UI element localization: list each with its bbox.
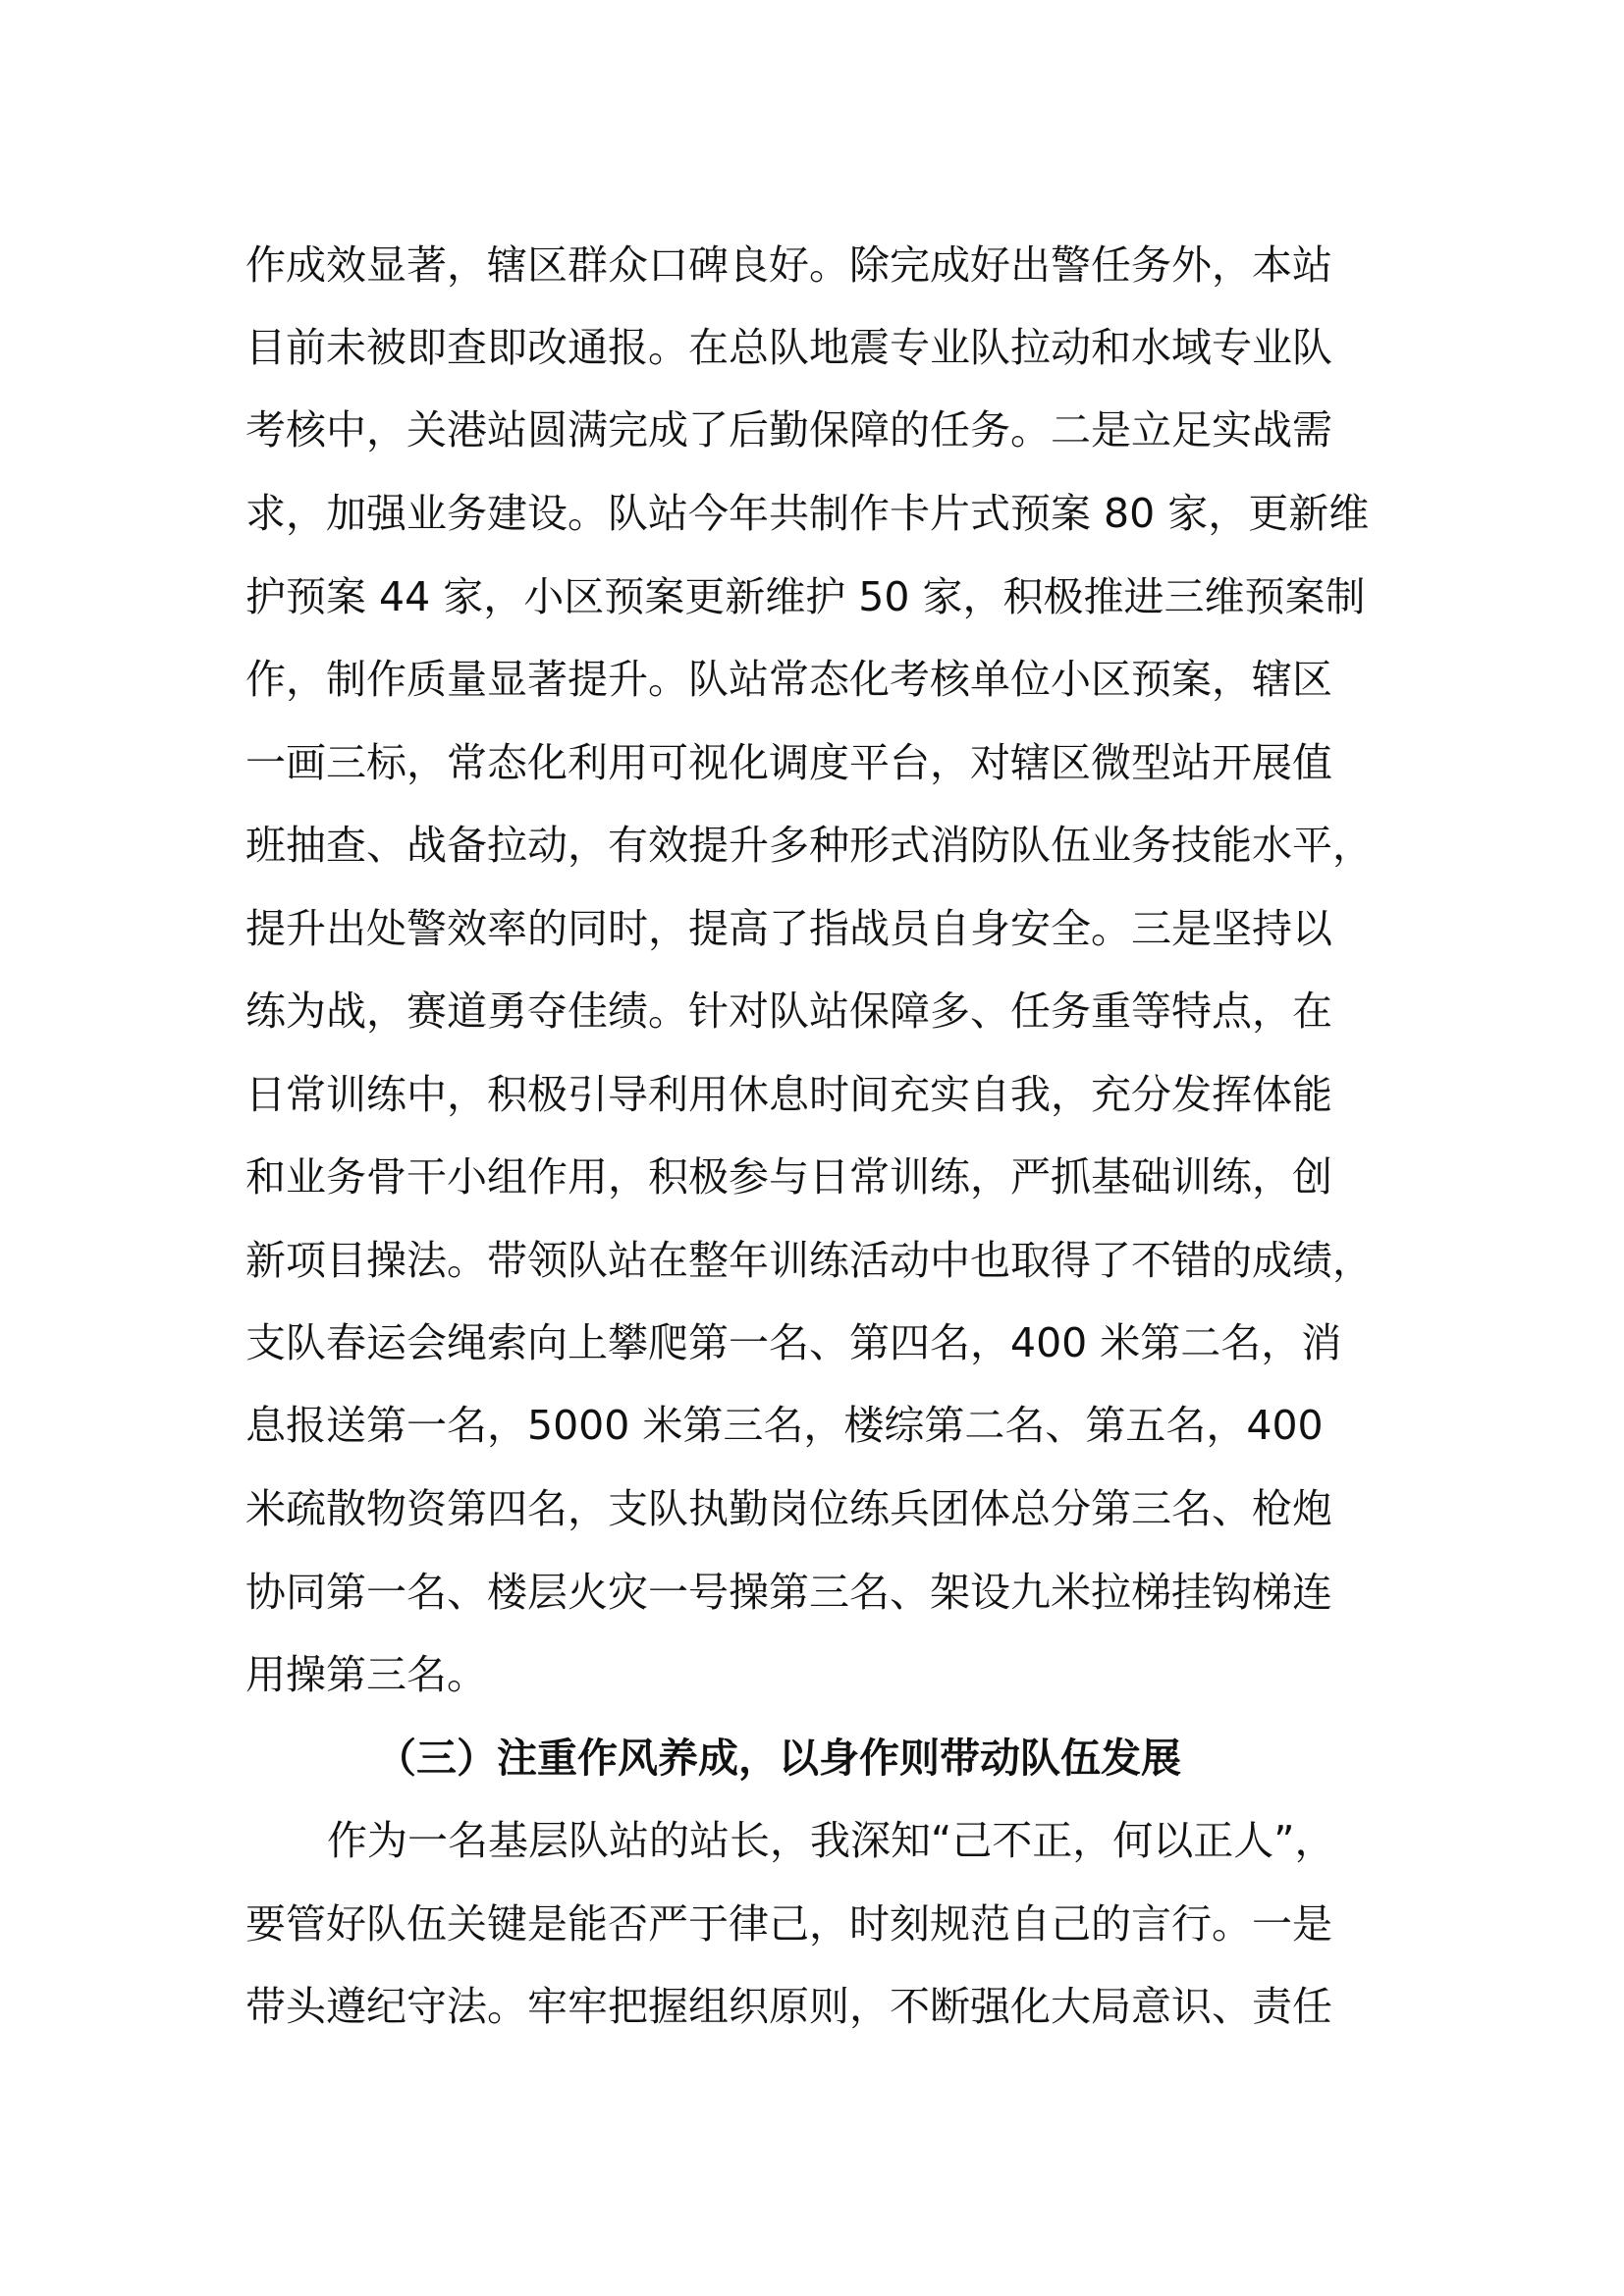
paragraph-line: 作为一名基层队站的站长，我深知“己不正，何以正人”， <box>327 1817 1335 1864</box>
paragraph-line: 护预案 44 家，小区预案更新维护 50 家，积极推进三维预案制 <box>245 573 1366 620</box>
section-heading: （三）注重作风养成，以身作则带动队伍发展 <box>376 1735 1181 1782</box>
paragraph-line: 作，制作质量显著提升。队站常态化考核单位小区预案，辖区 <box>245 656 1332 703</box>
paragraph-line: 和业务骨干小组作用，积极参与日常训练，严抓基础训练，创 <box>245 1153 1332 1201</box>
paragraph-line: 日常训练中，积极引导利用休息时间充实自我，充分发挥体能 <box>245 1071 1332 1118</box>
paragraph-line: 求，加强业务建设。队站今年共制作卡片式预案 80 家，更新维 <box>245 490 1370 537</box>
paragraph-line: 新项目操法。带领队站在整年训练活动中也取得了不错的成绩， <box>245 1237 1373 1284</box>
paragraph-line: 目前未被即查即改通报。在总队地震专业队拉动和水域专业队 <box>245 324 1332 371</box>
paragraph-line: 息报送第一名，5000 米第三名，楼综第二名、第五名，400 <box>245 1402 1324 1449</box>
paragraph-line: 协同第一名、楼层火灾一号操第三名、架设九米拉梯挂钩梯连 <box>245 1569 1332 1616</box>
paragraph-line: 提升出处警效率的同时，提高了指战员自身安全。三是坚持以 <box>245 905 1332 952</box>
paragraph-line: 考核中，关港站圆满完成了后勤保障的任务。二是立足实战需 <box>245 406 1332 454</box>
paragraph-line: 一画三标，常态化利用可视化调度平台，对辖区微型站开展值 <box>245 739 1332 786</box>
paragraph-line: 班抽查、战备拉动，有效提升多种形式消防队伍业务技能水平， <box>245 822 1373 869</box>
paragraph-line: 要管好队伍关键是能否严于律己，时刻规范自己的言行。一是 <box>245 1900 1332 1948</box>
paragraph-line: 支队春运会绳索向上攀爬第一名、第四名，400 米第二名，消 <box>245 1319 1342 1366</box>
paragraph-line: 米疏散物资第四名，支队执勤岗位练兵团体总分第三名、枪炮 <box>245 1485 1332 1532</box>
paragraph-line: 带头遵纪守法。牢牢把握组织原则，不断强化大局意识、责任 <box>245 1983 1332 2030</box>
paragraph-line: 作成效显著，辖区群众口碑良好。除完成好出警任务外，本站 <box>245 241 1332 289</box>
paragraph-line: 练为战，赛道勇夺佳绩。针对队站保障多、任务重等特点，在 <box>245 988 1332 1035</box>
paragraph-line: 用操第三名。 <box>245 1651 487 1698</box>
